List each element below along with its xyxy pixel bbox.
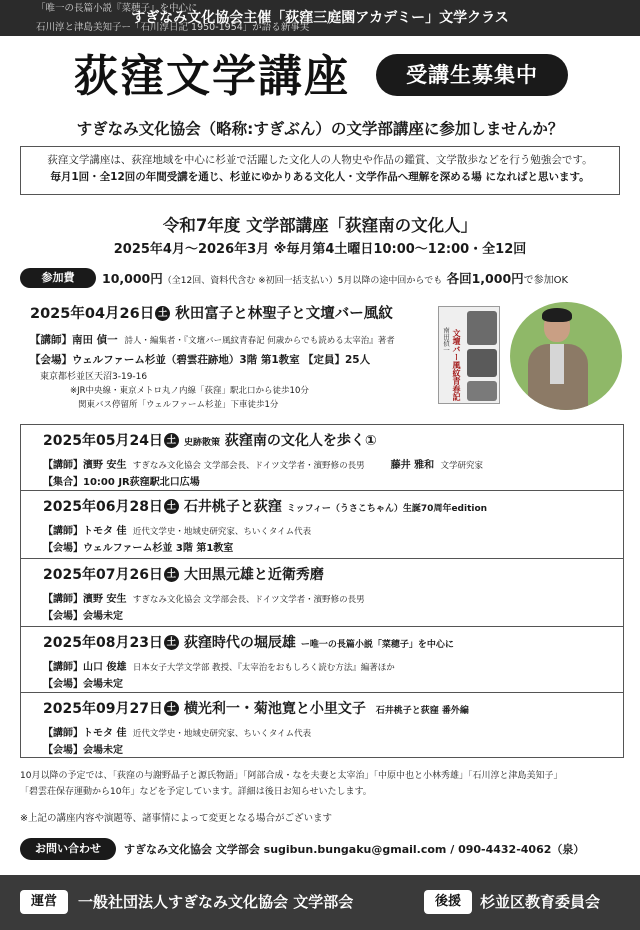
session-venue (43, 675, 123, 690)
first-session-lecturer (30, 332, 395, 347)
lecturer-label: 【講師】 (43, 728, 83, 739)
session-lecturer (43, 658, 395, 673)
contact-details[interactable]: すぎなみ文化協会 文学部会 sugibun.bungaku@gmail.com / 090-4432-4062（泉） (124, 843, 585, 856)
session-lecturer (43, 522, 311, 537)
session-date: 2025年05月24日 (43, 433, 163, 449)
lecturer-label: 【講師】 (43, 662, 83, 673)
meeting-value: 10:00 JR荻窪駅北口広場 (83, 477, 200, 488)
session-title: 大田黒元雄と近衛秀磨 (183, 567, 324, 583)
capacity-label: 【定員】 (302, 354, 345, 366)
lecturer-label: 【講師】 (43, 526, 83, 537)
lecturer-name: 山口 俊雄 (83, 662, 127, 673)
sessions-table (20, 424, 624, 758)
venue-value: 会場未定 (83, 611, 123, 622)
future-note-line-1: 10月以降の予定では、「荻窪の与謝野晶子と源氏物語」「阿部合成・なを夫妻と太宰治」「中原中也と小林秀雄」「石川淳と津島美知子」 (20, 771, 563, 781)
session-heading (43, 632, 454, 652)
fee-note-2: で参加OK (523, 274, 569, 286)
saturday-mark: 土 (164, 433, 179, 448)
book-title: 文壇バー風紋青春記 (452, 329, 461, 401)
top-banner (0, 0, 640, 36)
session-tag: 史跡散策 (183, 438, 220, 448)
footer (0, 875, 640, 930)
lecturer-desc: 詩人・編集者・『文壇バー風紋青春記 何歳からでも読める太宰治』著者 (124, 336, 395, 346)
page-title: 荻窪文学講座 (74, 51, 350, 102)
lecturer-name: 南田 偵一 (72, 334, 118, 346)
session-heading (43, 430, 377, 450)
program-season: 令和7年度 文学部講座「荻窪南の文化人」 (162, 216, 478, 235)
fee-amount: 10,000円 (102, 270, 163, 286)
saturday-mark: 土 (164, 701, 179, 716)
session-meeting-point (43, 473, 200, 488)
venue-value: ウェルファーム杉並 3階 第1教室 (83, 543, 234, 554)
session-title: 横光利一・菊池寛と小里文子 (183, 701, 366, 717)
saturday-mark: 土 (155, 306, 170, 321)
second-lecturer-name: 藤井 雅和 (390, 460, 435, 471)
organizer-name: 一般社団法人すぎなみ文化協会 文学部会 (78, 893, 354, 911)
session-date: 2025年06月28日 (43, 499, 163, 515)
venue-label: 【会場】 (30, 354, 72, 366)
session-heading (43, 496, 487, 516)
lecturer-label: 【講師】 (43, 460, 83, 471)
first-session-heading (30, 302, 393, 323)
book-author: 南田偵一 (442, 327, 450, 353)
fee-note-1: （全12回、資料代含む ※初回一括支払い）5月以降の途中回からでも (162, 275, 443, 286)
lecturer-name: 濱野 安生 (83, 594, 127, 605)
session-subtitle: ミッフィー（うさこちゃん）生誕70周年edition (286, 504, 488, 514)
future-schedule-note (20, 768, 624, 800)
venue-access-2: 関東バス停留所「ウェルファーム杉並」下車徒歩1分 (78, 400, 279, 410)
session-subtitle: 石井桃子と荻窪 番外編 (375, 706, 469, 716)
session-row (21, 425, 623, 491)
lecturer-name: トモタ 佳 (83, 526, 127, 537)
future-note-line-2: 「碧雲荘保存運動から10年」などを予定しています。詳細は後日お知らせいたします。 (20, 787, 372, 797)
portrait-hair (542, 308, 572, 322)
lecturer-desc: すぎなみ文化協会 文学部会長、ドイツ文学者・濱野修の長男 (132, 595, 365, 605)
ghost-text-line-2: 石川淳と津島美知子ー「石川淳日記 1950-1954」が語る新事実 (36, 22, 310, 33)
venue-label: 【会場】 (43, 611, 83, 622)
session-row (21, 693, 623, 757)
session-lecturer (43, 456, 483, 471)
support-name: 杉並区教育委員会 (480, 893, 601, 911)
venue-value: 会場未定 (83, 745, 123, 756)
banner-title: すぎなみ文化協会主催「荻窪三庭園アカデミー」文学クラス (131, 10, 509, 26)
second-lecturer-desc: 文学研究家 (440, 461, 483, 471)
venue-label: 【会場】 (43, 745, 83, 756)
intro-box (20, 146, 620, 195)
lead-question: すぎなみ文化協会（略称:すぎぶん）の文学部講座に参加しませんか？ (76, 120, 564, 138)
program-period: 2025年4月〜2026年3月 ※毎月第4土曜日10:00〜12:00・全12回 (113, 242, 527, 257)
ghost-text-line-1: 「唯一の長篇小説『菜穂子』を中心に (36, 3, 198, 14)
recruiting-badge: 受講生募集中 (376, 54, 568, 96)
session-heading (43, 564, 324, 584)
meeting-label: 【集合】 (43, 477, 83, 488)
session-row (21, 491, 623, 559)
session-date: 2025年07月26日 (43, 567, 163, 583)
fee-text (102, 269, 568, 287)
session-title: 荻窪南の文化人を歩く① (224, 433, 377, 449)
session-subtitle: ー唯一の長篇小説「菜穂子」を中心に (300, 640, 454, 650)
book-photo-bottom (467, 381, 497, 401)
saturday-mark: 土 (164, 635, 179, 650)
fee-row (20, 267, 630, 289)
lecturer-label: 【講師】 (43, 594, 83, 605)
session-venue (43, 741, 123, 756)
venue-label: 【会場】 (43, 679, 83, 690)
session-date: 2025年04月26日 (30, 306, 155, 322)
lecturer-portrait (510, 302, 622, 410)
session-title: 秋田富子と林聖子と文壇バー風紋 (175, 306, 393, 322)
session-venue (43, 607, 123, 622)
portrait-shirt (550, 344, 564, 384)
session-date: 2025年09月27日 (43, 701, 163, 717)
support-label: 後援 (424, 890, 472, 914)
saturday-mark: 土 (164, 567, 179, 582)
book-photo-top (467, 311, 497, 345)
session-row (21, 627, 623, 693)
venue-value: 会場未定 (83, 679, 123, 690)
change-caution: ※上記の講座内容や演題等、諸事情によって変更となる場合がございます (20, 813, 332, 824)
book-photo-middle (467, 349, 497, 377)
venue-label: 【会場】 (43, 543, 83, 554)
fee-label-badge: 参加費 (20, 268, 96, 288)
session-lecturer (43, 724, 311, 739)
contact-row (20, 838, 630, 862)
fee-per-session: 各回1,000円 (446, 270, 524, 286)
lecturer-desc: すぎなみ文化協会 文学部会長、ドイツ文学者・濱野修の長男 (132, 461, 365, 471)
book-cover-image (438, 306, 500, 404)
venue-address: 東京都杉並区天沼3-19-16 (40, 372, 148, 382)
lecturer-desc: 近代文学史・地域史研究家、ちいくタイム代表 (132, 527, 312, 537)
session-heading (43, 698, 469, 718)
lecturer-label: 【講師】 (30, 334, 72, 346)
capacity-value: 25人 (344, 354, 371, 366)
organizer-label: 運営 (20, 890, 68, 914)
saturday-mark: 土 (164, 499, 179, 514)
venue-access-1: ※JR中央線・東京メトロ丸ノ内線「荻窪」駅北口から徒歩10分 (70, 386, 309, 396)
intro-line-2: 毎月1回・全12回の年間受講を通じ、杉並にゆかりある文化人・文学作品へ理解を深める場 になればと思います。 (50, 171, 590, 183)
lecturer-desc: 日本女子大学文学部 教授、『太宰治をおもしろく読む方法』編著ほか (132, 663, 395, 673)
lecturer-name: トモタ 佳 (83, 728, 127, 739)
lecturer-desc: 近代文学史・地域史研究家、ちいくタイム代表 (132, 729, 312, 739)
venue-name: ウェルファーム杉並（碧雲荘跡地）3階 第1教室 (72, 354, 300, 366)
intro-line-1: 荻窪文学講座は、荻窪地域を中心に杉並で活躍した文化人の人物史や作品の鑑賞、文学散歩などを行う勉強会です。 (47, 154, 593, 166)
session-title: 石井桃子と荻窪 (183, 499, 282, 515)
lecturer-name: 濱野 安生 (83, 460, 127, 471)
session-title: 荻窪時代の堀辰雄 (183, 635, 296, 651)
contact-label-badge: お問い合わせ (20, 838, 116, 860)
session-row (21, 559, 623, 627)
session-venue (43, 539, 233, 554)
session-lecturer (43, 590, 365, 605)
first-session-venue (30, 352, 370, 367)
session-date: 2025年08月23日 (43, 635, 163, 651)
